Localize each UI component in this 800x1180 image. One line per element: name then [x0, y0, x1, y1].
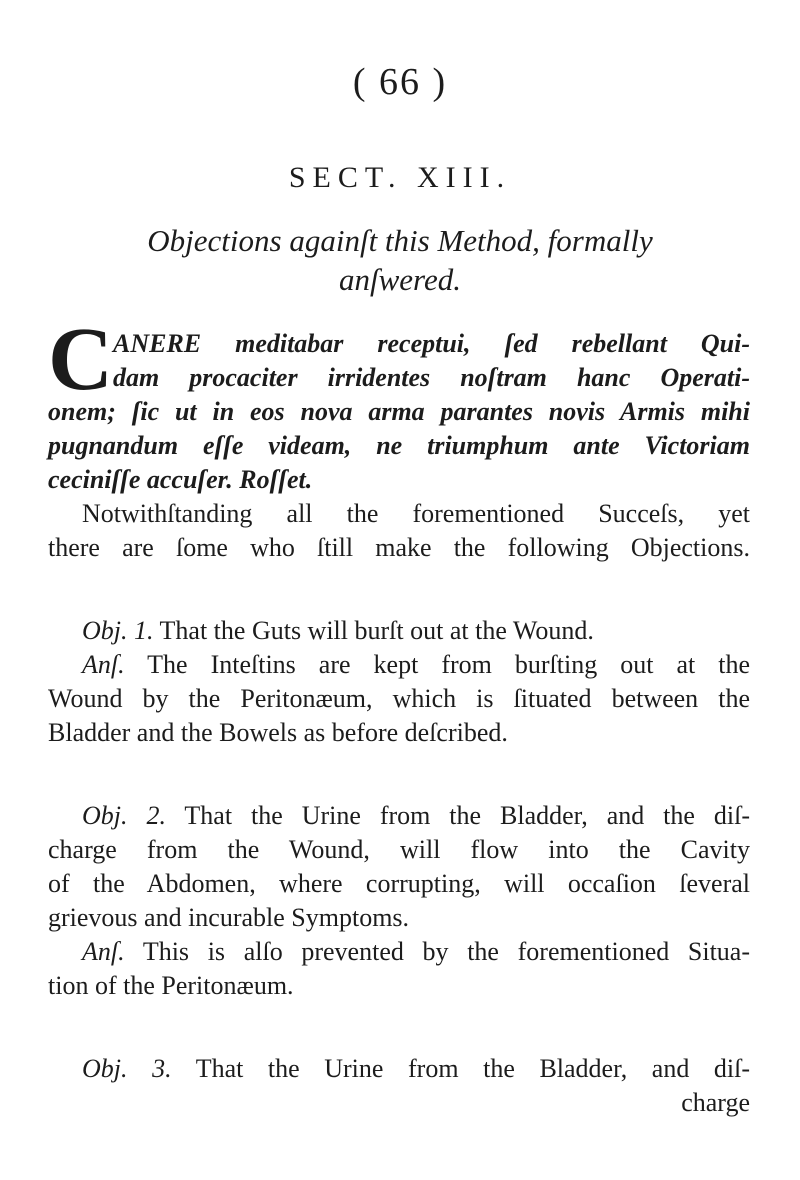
notwithstanding-line-1: Notwithſtanding all the forementioned Succeſs, yet [82, 499, 750, 528]
answer-text: This is alſo prevented by the forementioned Situa- [142, 937, 751, 966]
notwithstanding-line-2: there are ſome who ſtill make the following Objections. [48, 533, 750, 562]
answer-2-line-2: tion of the Peritonæum. [48, 971, 294, 1000]
objection-text: That the Urine from the Bladder, and diſ- [195, 1054, 751, 1083]
objection-label: Obj. 3. [82, 1054, 172, 1083]
catchword: charge [681, 1088, 750, 1117]
intro-line-2: dam procaciter irridentes noſtram hanc Operati- [113, 363, 750, 392]
section-heading-line-1: Objections againſt this Method, formally [147, 223, 653, 258]
page-number: ( 66 ) [352, 61, 448, 103]
section-heading-line-2: anſwered. [339, 262, 461, 297]
answer-label: Anſ. [82, 650, 125, 679]
objection-label: Obj. 2. [82, 801, 166, 830]
objection-2-line-3: of the Abdomen, where corrupting, will occaſion ſeveral [48, 869, 750, 898]
objection-2-line-1 [82, 799, 750, 833]
intro-line-3: onem; ſic ut in eos nova arma parantes novis Armis mihi [48, 397, 750, 426]
answer-2-line-1 [82, 935, 750, 969]
answer-1-line-3: Bladder and the Bowels as before deſcribed. [48, 718, 508, 747]
objection-2-line-2: charge from the Wound, will flow into the Cavity [48, 835, 750, 864]
section-title: SECT. XIII. [288, 161, 512, 194]
objection-2-line-4: grievous and incurable Symptoms. [48, 903, 410, 932]
answer-1-line-2: Wound by the Peritonæum, which is ſituated between the [48, 684, 750, 713]
objection-label: Obj. 1. [82, 616, 154, 645]
objection-1 [82, 614, 594, 648]
objection-text: That the Guts will burſt out at the Wound. [159, 616, 594, 645]
drop-cap: C [48, 310, 113, 409]
intro-line-5: ceciniſſe accuſer. Roſſet. [48, 465, 313, 494]
objection-3-line-1 [82, 1052, 750, 1086]
answer-label: Anſ. [82, 937, 125, 966]
answer-text: The Inteſtins are kept from burſting out at the [147, 650, 750, 679]
answer-1-line-1 [82, 648, 750, 682]
objection-text: That the Urine from the Bladder, and the diſ- [184, 801, 750, 830]
intro-line-1: ANERE meditabar receptui, ſed rebellant Qui- [113, 329, 750, 358]
intro-line-4: pugnandum eſſe videam, ne triumphum ante Victoriam [48, 431, 750, 460]
